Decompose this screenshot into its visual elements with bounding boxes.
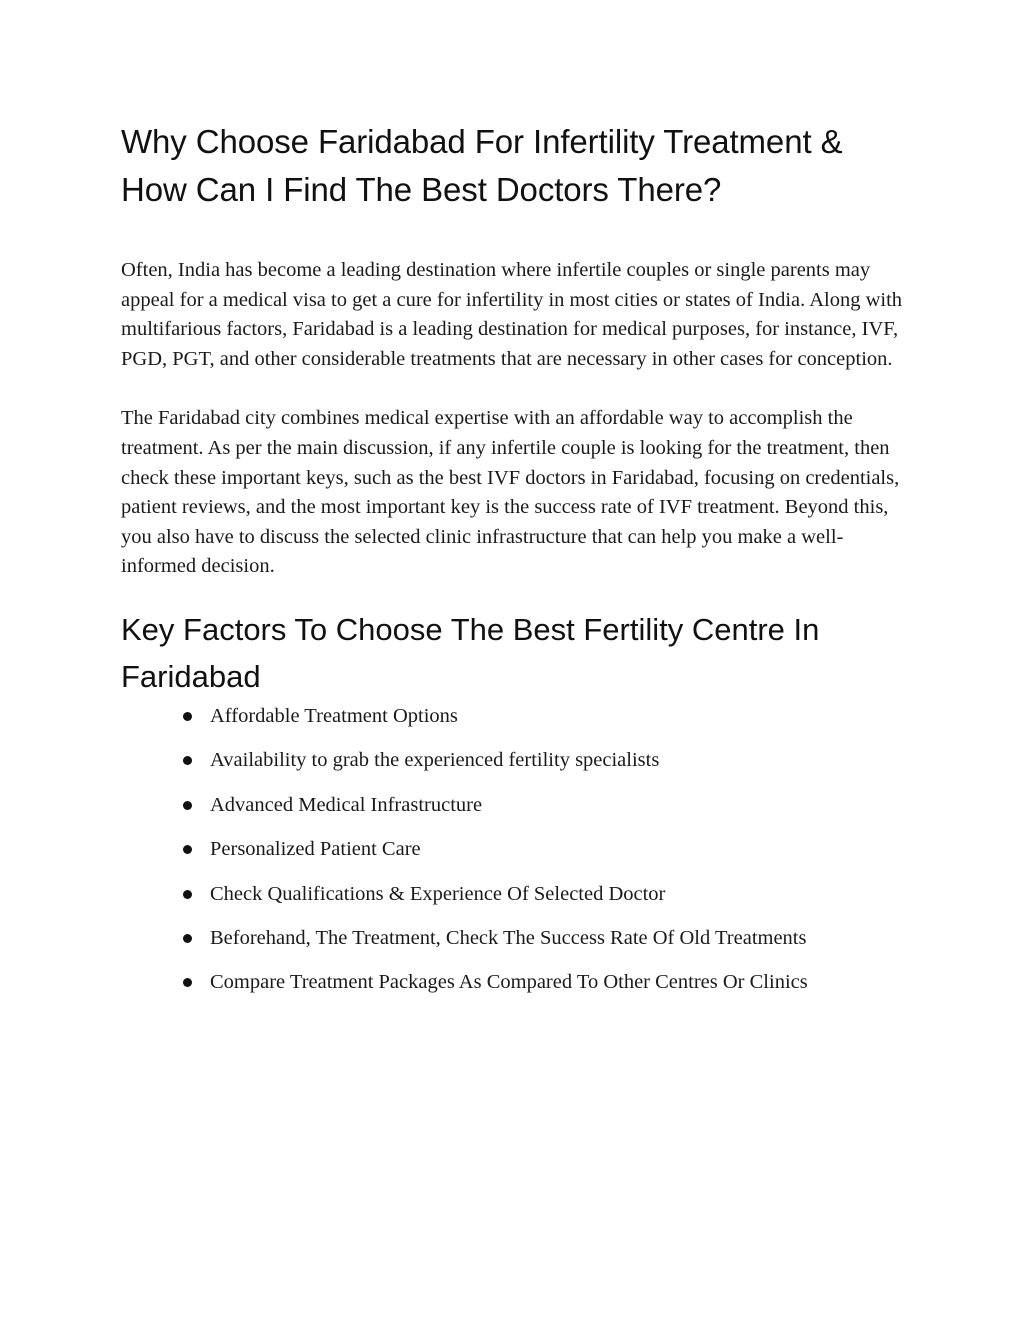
document-content (121, 118, 911, 1005)
list-item (183, 827, 911, 871)
list-item (183, 916, 911, 960)
faridabad-paragraph: The Faridabad city combines medical expertise with an affordable way to accomplish the treatment. As per the main discussion, if any infertile couple is looking for the treatment, then check these important keys, such as the best IVF doctors in Faridabad, focusing on credentials, patient reviews, and the most important key is the success rate of IVF treatment. Beyond this, you also have to discuss the selected clinic infrastructure that can help you make a well-informed decision. (121, 407, 900, 578)
list-item-text: Personalized Patient Care (210, 838, 421, 861)
bullet-icon (183, 978, 192, 987)
bullet-icon (183, 845, 192, 854)
bullet-icon (183, 756, 192, 765)
section-heading: Key Factors To Choose The Best Fertility Centre In Faridabad (121, 611, 820, 694)
intro-paragraph: Often, India has become a leading destination where infertile couples or single parents may appeal for a medical visa to get a cure for infertility in most cities or states of India. Along with multifarious factors, Faridabad is a leading destination for medical purposes, for instance, IVF, PGD, PGT, and other considerable treatments that are necessary in other cases for conception. (121, 259, 903, 370)
key-factors-list (121, 694, 911, 1005)
list-item (183, 738, 911, 782)
list-item-text: Availability to grab the experienced fertility specialists (210, 749, 660, 772)
list-item-text: Advanced Medical Infrastructure (210, 793, 483, 816)
page-title: Why Choose Faridabad For Infertility Treatment & How Can I Find The Best Doctors There? (121, 123, 843, 208)
list-item (183, 694, 911, 738)
list-item-text: Compare Treatment Packages As Compared To Other Centres Or Clinics (210, 971, 808, 994)
list-item (183, 872, 911, 916)
list-item-text: Affordable Treatment Options (210, 704, 458, 727)
bullet-icon (183, 934, 192, 943)
list-item-text: Check Qualifications & Experience Of Selected Doctor (210, 882, 666, 905)
bullet-icon (183, 801, 192, 810)
list-item-text: Beforehand, The Treatment, Check The Success Rate Of Old Treatments (210, 926, 807, 949)
bullet-icon (183, 890, 192, 899)
list-item (183, 783, 911, 827)
bullet-icon (183, 712, 192, 721)
list-item (183, 960, 911, 1004)
